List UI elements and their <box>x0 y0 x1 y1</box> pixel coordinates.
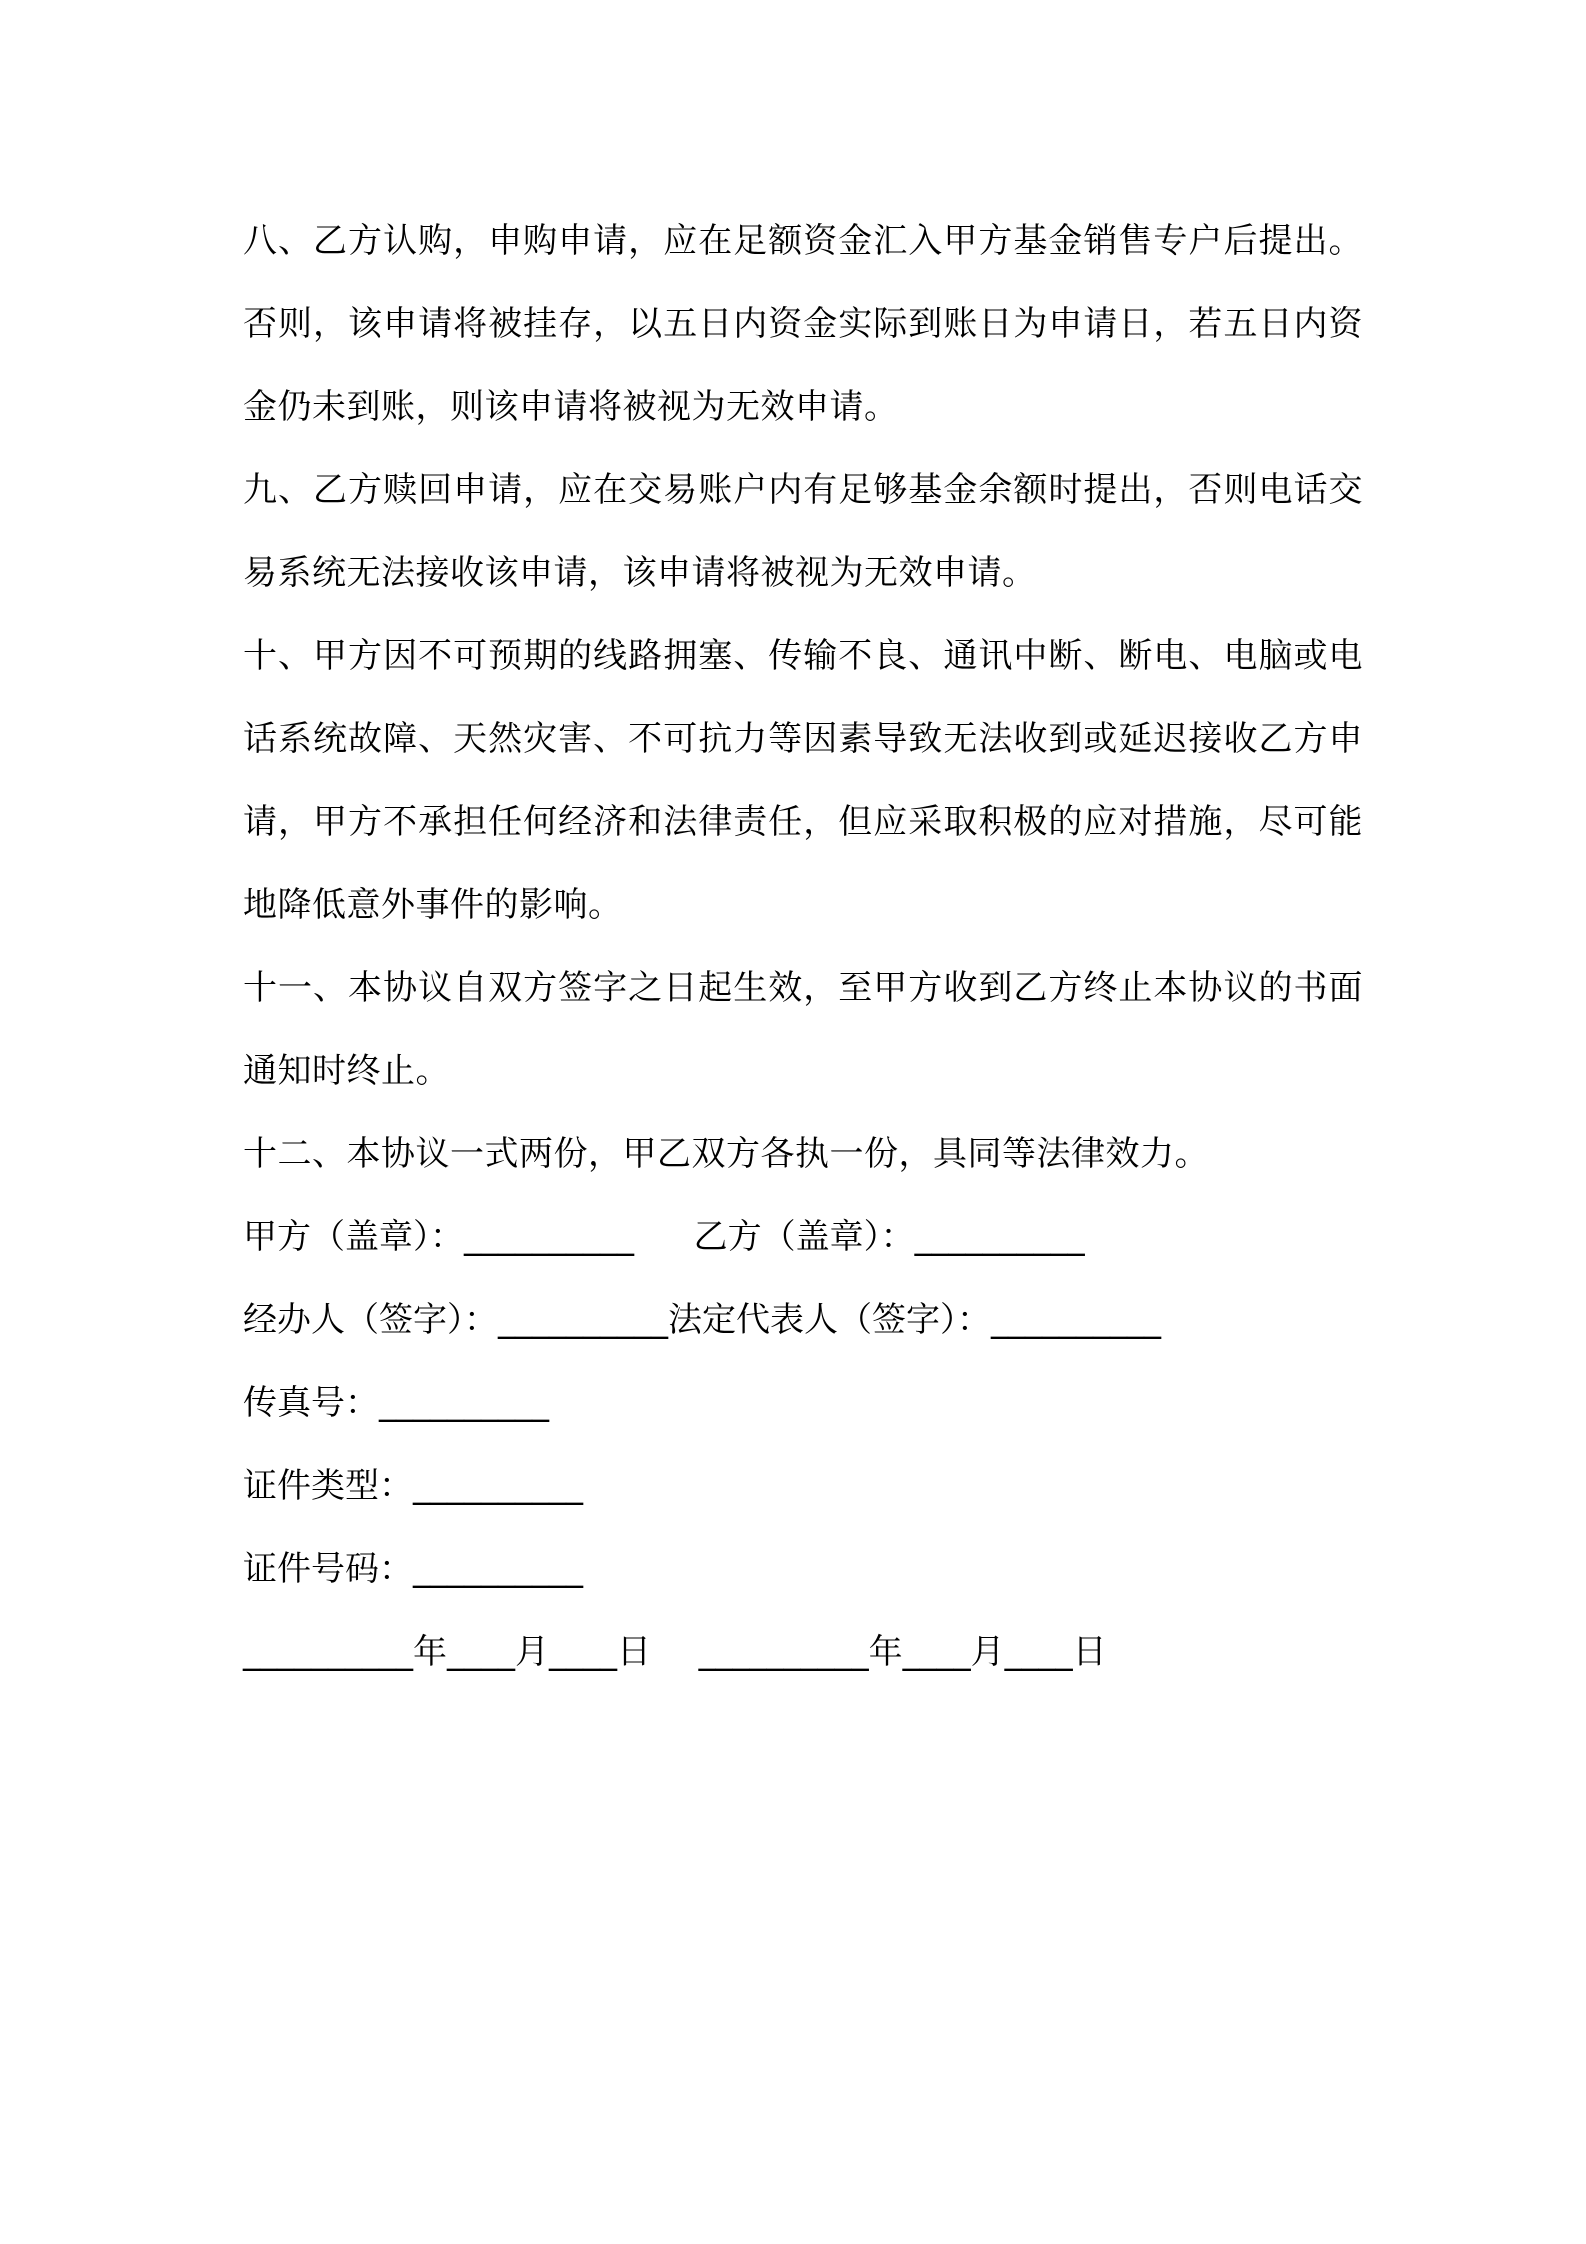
clause-10: 十、甲方因不可预期的线路拥塞、传输不良、通讯中断、断电、电脑或电话系统故障、天然灾害、不可抗力等因素导致无法收到或延迟接收乙方申请，甲方不承担任何经济和法律责任，但应采取积极的应对措施，尽可能地降低意外事件的影响。 <box>243 636 1363 925</box>
id-number-line: 证件号码：__________ <box>243 1549 583 1589</box>
fax-line: 传真号：__________ <box>243 1383 549 1423</box>
date-line <box>243 1611 1363 1694</box>
legal-rep-sign: 法定代表人（签字）：__________ <box>668 1300 1161 1340</box>
party-b-seal: 乙方（盖章）：__________ <box>693 1217 1085 1257</box>
seal-line <box>243 1196 1363 1279</box>
handler-sign: 经办人（签字）：__________ <box>243 1300 668 1340</box>
clause-12: 十二、本协议一式两份，甲乙双方各执一份，具同等法律效力。 <box>243 1134 1209 1174</box>
id-type-line: 证件类型：__________ <box>243 1466 583 1506</box>
clause-8: 八、乙方认购，申购申请，应在足额资金汇入甲方基金销售专户后提出。否则，该申请将被挂存，以五日内资金实际到账日为申请日，若五日内资金仍未到账，则该申请将被视为无效申请。 <box>243 221 1363 427</box>
document-page <box>243 200 1363 1694</box>
party-a-seal: 甲方（盖章）：__________ <box>243 1217 634 1257</box>
date-party-a: __________年____月____日 <box>243 1632 651 1672</box>
sign-line <box>243 1279 1363 1362</box>
clause-11: 十一、本协议自双方签字之日起生效，至甲方收到乙方终止本协议的书面通知时终止。 <box>243 968 1363 1091</box>
date-party-b: __________年____月____日 <box>698 1632 1107 1672</box>
clause-9: 九、乙方赎回申请，应在交易账户内有足够基金余额时提出，否则电话交易系统无法接收该申请，该申请将被视为无效申请。 <box>243 470 1363 593</box>
